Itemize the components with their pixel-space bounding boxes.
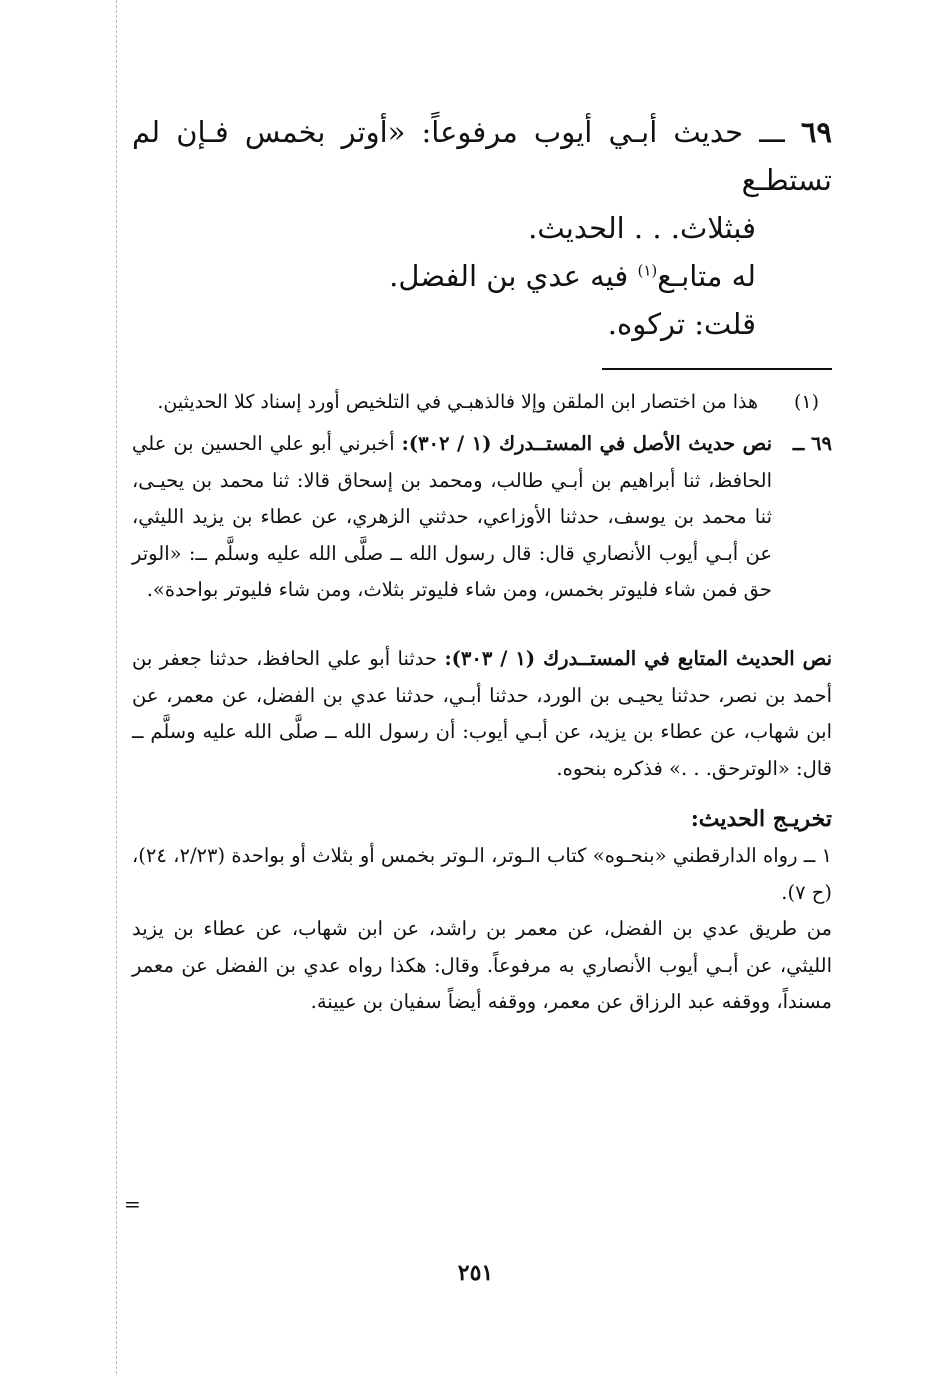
footnote-text: هذا من اختصار ابن الملقن وإلا فالذهبـي في التلخيص أورد إسناد كلا الحديثين. [157, 391, 758, 413]
spacer [132, 609, 832, 641]
original-hadith-paragraph [132, 426, 772, 609]
entry-line-3 [132, 252, 832, 300]
follower-hadith-paragraph [132, 641, 832, 787]
page-number: ٢٥١ [457, 1260, 494, 1286]
entry-line-1 [132, 108, 832, 204]
follower-hadith-text: حدثنا أبو علي الحافظ، حدثنا جعفر بن أحمد بن نصر، حدثنا يحيـى بن الورد، حدثنا أبـي، حدثنا عدي بن الفضل، عن معمر، عن ابن شهاب، عن عطاء بن يزيد، عن أبـي أيوب: أن رسول الله ــ صلَّى الله عليه وسلَّم ــ قال: «الوترحق. . .» فذكره بنحوه. [132, 646, 832, 780]
entry-line-2: فبثلاث. . . الحديث. [528, 211, 756, 245]
footnote-number: (١) [794, 391, 820, 413]
entry-text-3b: فيه عدي بن الفضل. [389, 259, 638, 293]
commentary [132, 426, 832, 1021]
spacer [132, 787, 832, 801]
page-edge-line [116, 0, 117, 1374]
footnote-separator [602, 368, 832, 370]
entry-dash: ـــ [759, 115, 785, 149]
takhrij-item-1: ١ ــ رواه الدارقطني «بنحـوه» كتاب الـوتر، الـوتر بخمس أو بثلاث أو بواحدة (٢/٢٣، ٢٤)، (ح ٧). [132, 843, 833, 904]
takhrij-heading: تخريـج الحديث: [690, 806, 832, 833]
commentary-number: ٦٩ ــ [792, 432, 832, 455]
footnote [132, 384, 832, 420]
page-content [132, 108, 832, 1021]
original-hadith-heading: نص حديث الأصل في المستــدرك (١ / ٣٠٢): [401, 432, 772, 455]
entry-line-4: قلت: تركوه. [607, 307, 756, 341]
entry-number: ٦٩ [800, 115, 832, 149]
commentary-entry [132, 426, 832, 609]
follower-hadith-heading: نص الحديث المتابع في المستــدرك (١ / ٣٠٣): [444, 646, 832, 670]
continuation-mark: = [124, 1192, 141, 1216]
footnote-reference[interactable]: (١) [637, 261, 658, 280]
entry-text-1: حديث أبـي أيوب مرفوعاً: «أوتر بخمس فـإن لم تستطـع [132, 115, 832, 197]
entry-text-3a: له متابـع [657, 259, 756, 293]
takhrij-item-1-detail: من طريق عدي بن الفضل، عن معمر بن راشد، عن ابن شهاب، عن عطاء بن يزيد الليثي، عن أبـي أيوب الأنصاري به مرفوعاً. وقال: هكذا رواه عدي بن الفضل عن معمر مسنداً، ووقفه عبد الرزاق عن معمر، ووقفه أيضاً سفيان بن عيينة. [132, 917, 832, 1014]
original-hadith-text: أخبرني أبو علي الحسين بن علي الحافظ، ثنا أبراهيم بن أبـي طالب، ومحمد بن إسحاق قالا: ثنا محمد بن يحيـى، ثنا محمد بن يوسف، حدثنا الأوزاعي، حدثني الزهري، عن عطاء بن يزيد الليثي، عن أبـي أيوب الأنصاري قال: قال رسول الله ــ صلَّى الله عليه وسلَّم ــ: «الوتر حق فمن شاء فليوتر بخمس، ومن شاء فليوتر بثلاث، ومن شاء فليوتر بواحدة». [132, 432, 772, 602]
main-entry [132, 108, 832, 348]
